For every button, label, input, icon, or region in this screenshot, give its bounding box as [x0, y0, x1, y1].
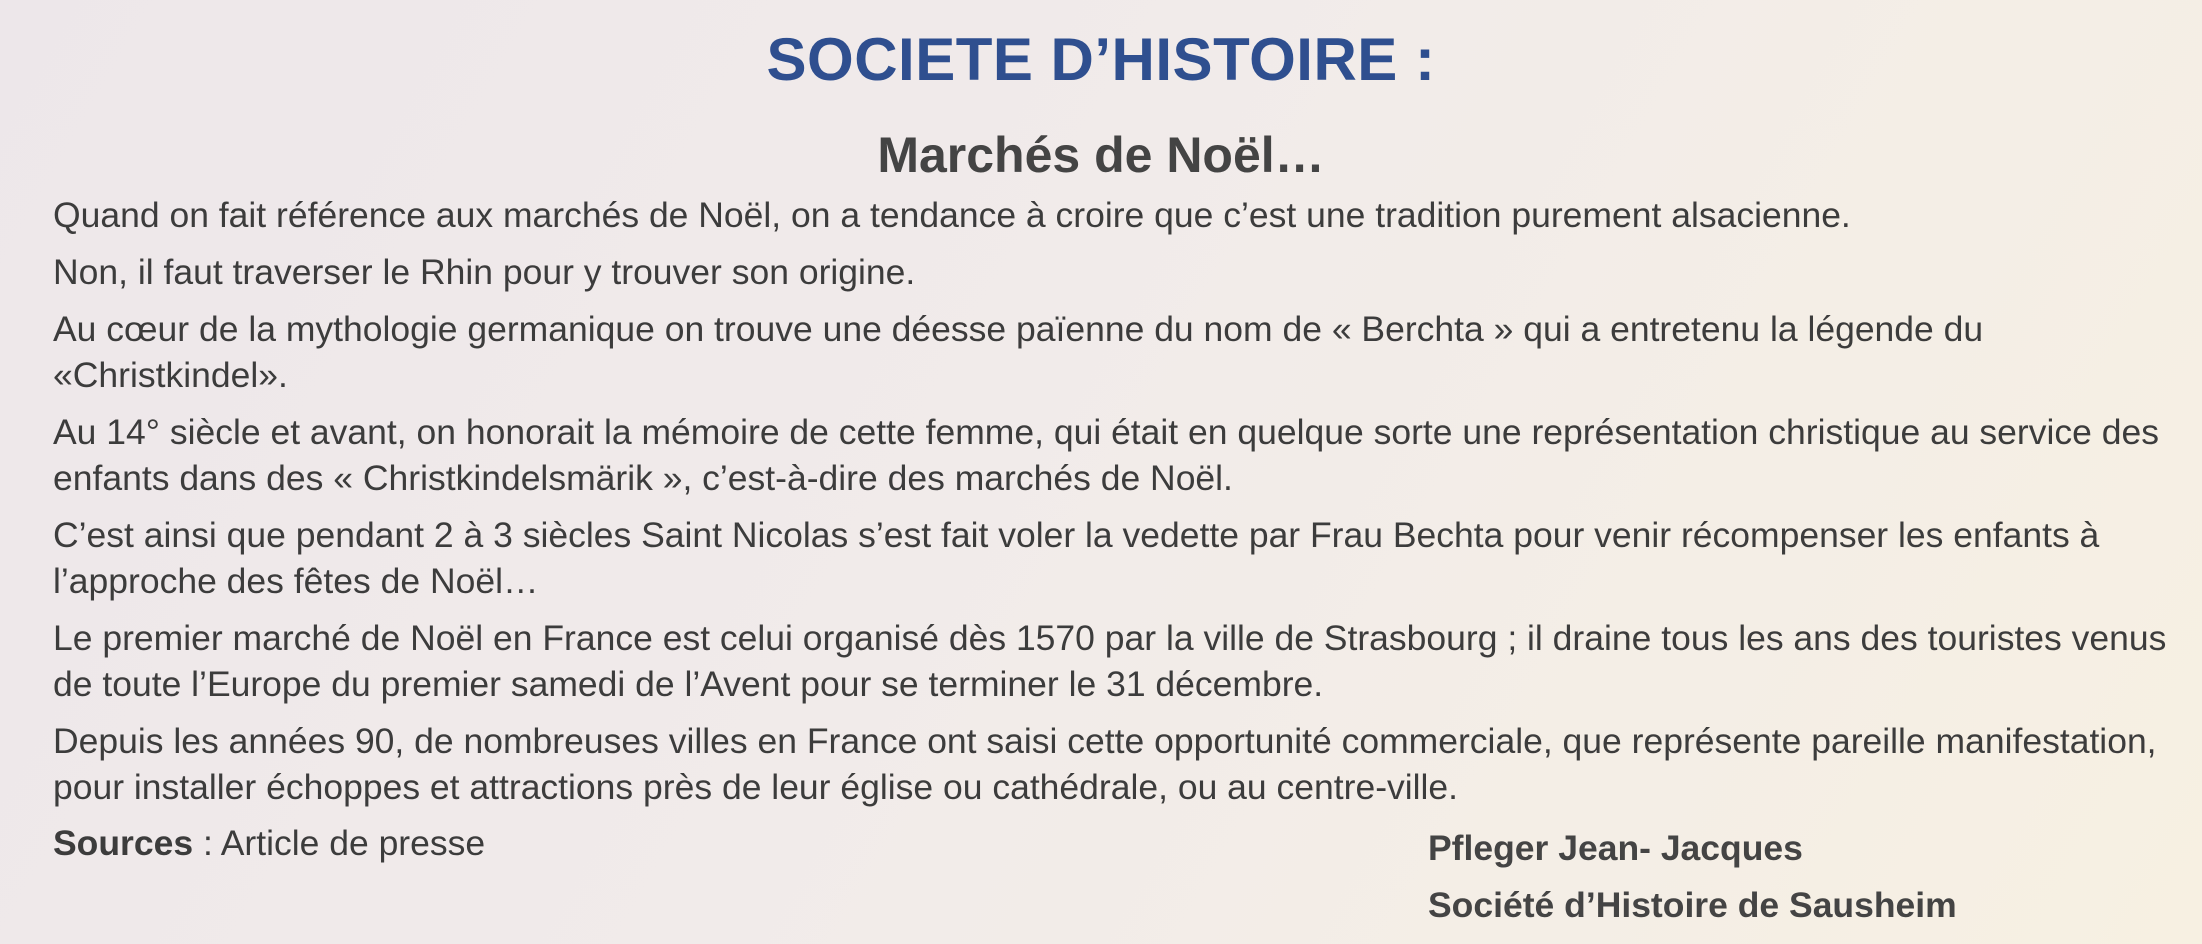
paragraph-3: Au cœur de la mythologie germanique on trouve une déesse païenne du nom de « Berchta » qui a entretenu la légende du «Christkindel».: [53, 309, 1984, 395]
sources-line: [53, 820, 485, 866]
paragraph-6: Le premier marché de Noël en France est celui organisé dès 1570 par la ville de Strasbourg ; il draine tous les ans des touristes venus de toute l’Europe du premier samedi de l’Avent pour se terminer le 31 décembre.: [53, 618, 2167, 704]
article-body: [53, 192, 2173, 821]
paragraph-2: Non, il faut traverser le Rhin pour y trouver son origine.: [53, 252, 916, 292]
paragraph-1: Quand on fait référence aux marchés de Noël, on a tendance à croire que c’est une tradition purement alsacienne.: [53, 195, 1851, 235]
sources-label: Sources: [53, 823, 194, 863]
paragraph-4: Au 14° siècle et avant, on honorait la mémoire de cette femme, qui était en quelque sorte une représentation christique au service des enfants dans des « Christkindelsmärik », c’est-à-dire des marchés de Noël.: [53, 412, 2159, 498]
article-subtitle: Marchés de Noël…: [877, 127, 1325, 183]
page-title: SOCIETE D’HISTOIRE :: [766, 26, 1436, 93]
author-organization: Société d’Histoire de Sausheim: [1428, 885, 1957, 925]
paragraph-7: Depuis les années 90, de nombreuses villes en France ont saisi cette opportunité commerciale, que représente pareille manifestation, pour installer échoppes et attractions près de leur église ou cathédrale, ou au centre-ville.: [53, 721, 2157, 807]
paragraph-5: C’est ainsi que pendant 2 à 3 siècles Saint Nicolas s’est fait voler la vedette par Frau Bechta pour venir récompenser les enfants à l’approche des fêtes de Noël…: [53, 515, 2100, 601]
author-name: Pfleger Jean- Jacques: [1428, 828, 1803, 868]
signature-block: [1428, 820, 1957, 934]
sources-text: : Article de presse: [193, 823, 486, 863]
